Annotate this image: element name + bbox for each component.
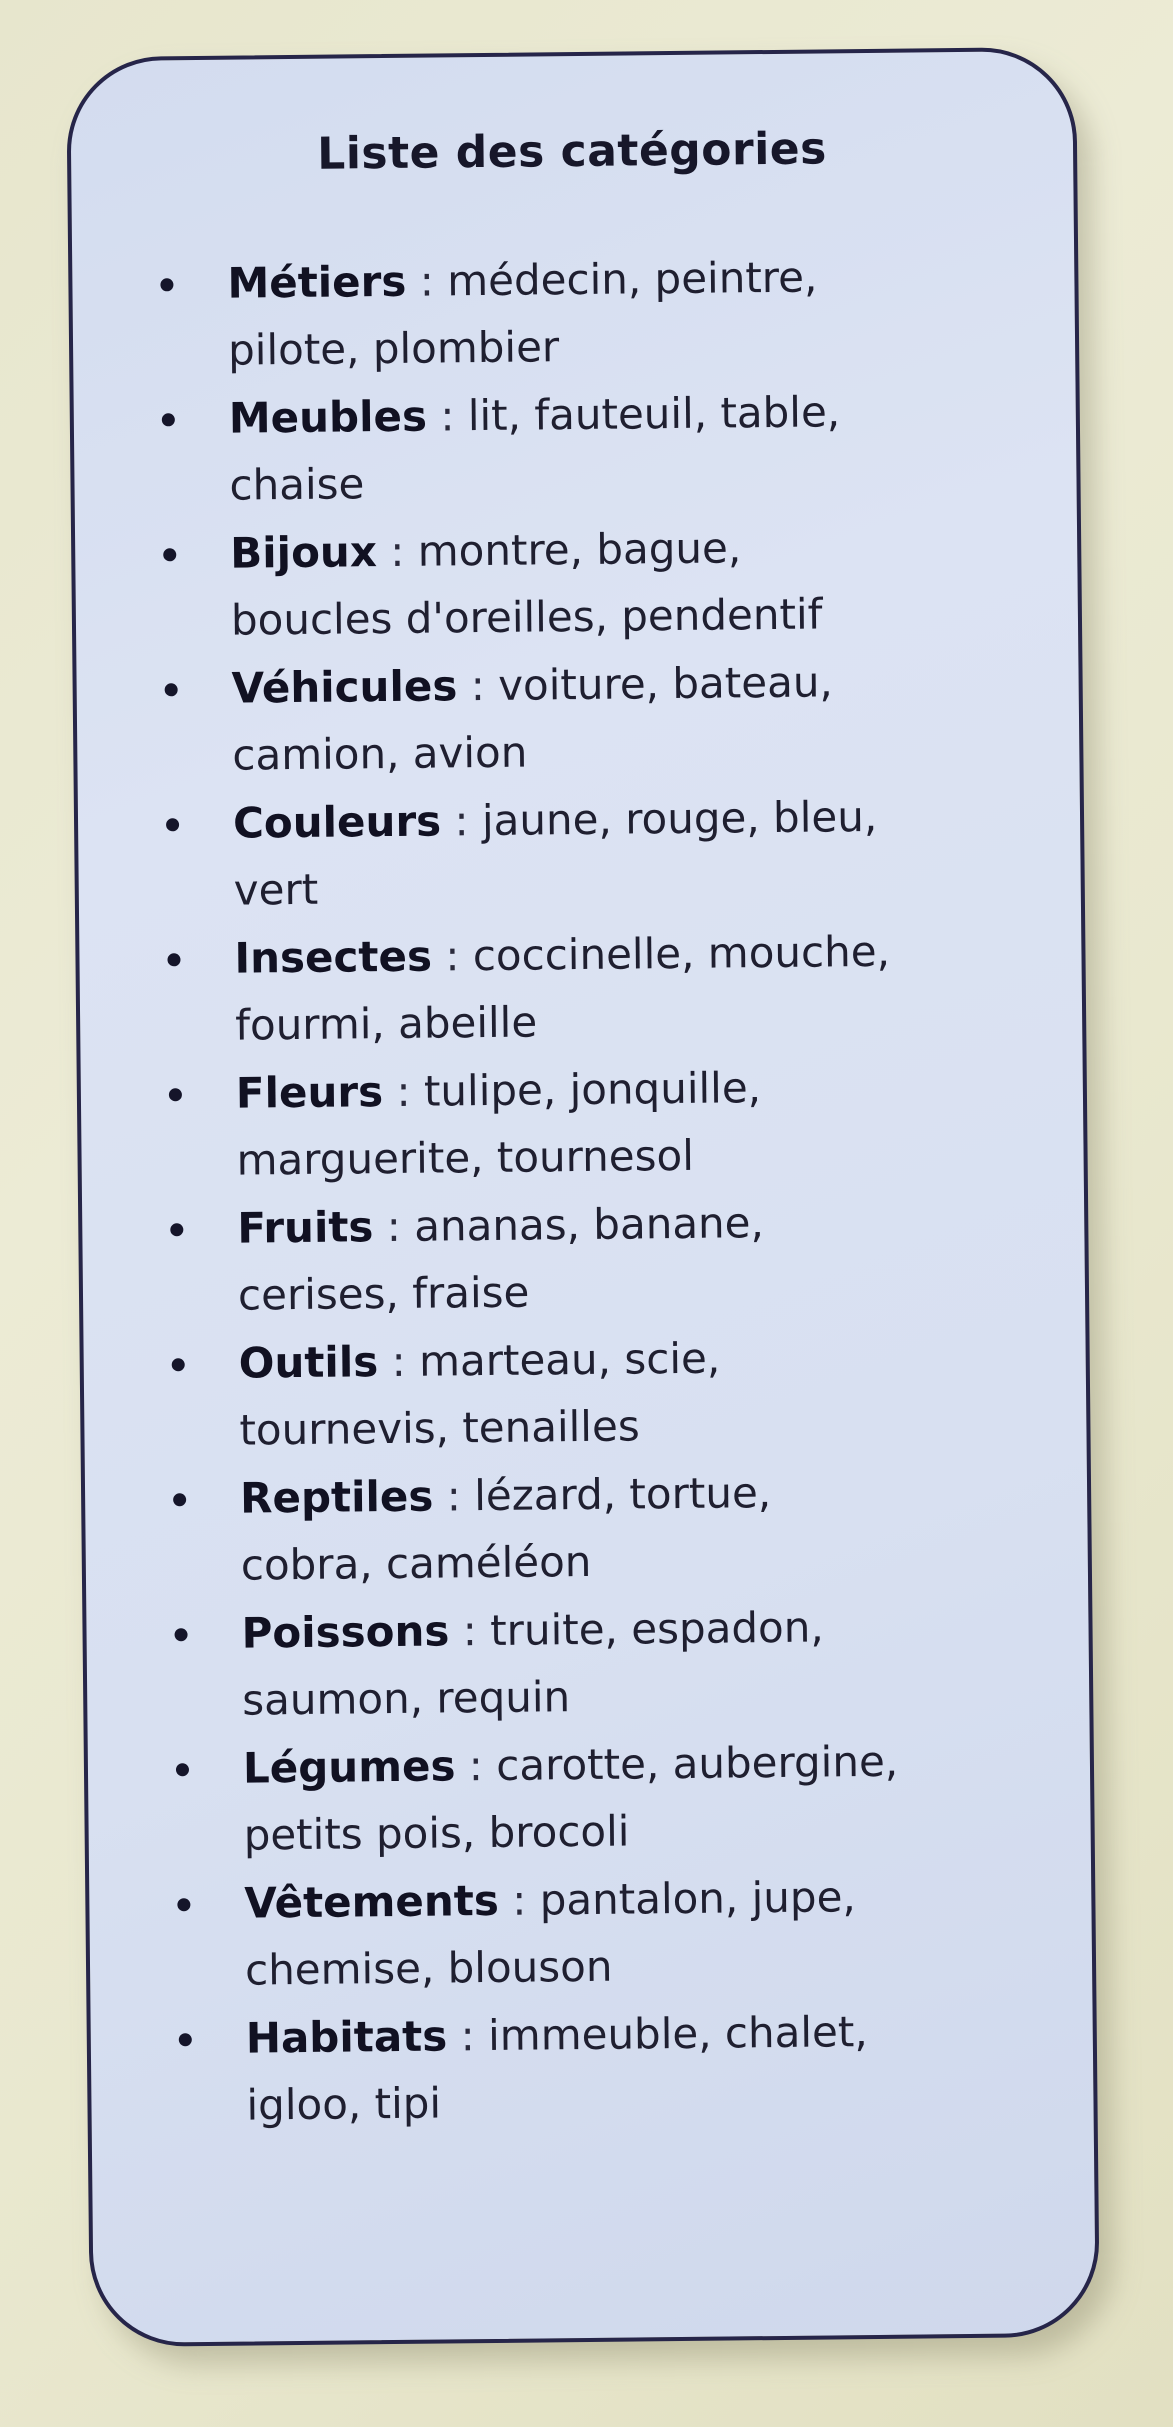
separator: : [433,1471,475,1521]
category-name: Vêtements [244,1875,500,1928]
separator: : [382,1066,425,1117]
category-name: Légumes [242,1741,456,1793]
examples-line-1: truite, espadon, [489,1602,824,1655]
list-item [146,1591,1047,1735]
separator: : [373,1201,415,1252]
category-name: Insectes [234,931,433,983]
examples-line-1: immeuble, chalet, [487,2007,868,2061]
category-name: Habitats [245,2011,448,2063]
separator: : [498,1875,540,1925]
examples-line-1: coccinelle, mouche, [472,926,891,981]
list-item [135,511,1036,655]
examples-line-2: marguerite, tournesol [236,1130,695,1185]
separator: : [455,1740,497,1791]
list-item [149,1861,1050,2005]
examples-line-1: lit, fauteuil, table, [467,387,841,441]
separator: : [426,391,469,441]
examples-line-1: voiture, bateau, [497,657,834,710]
separator: : [446,2011,489,2061]
examples-line-1: tulipe, jonquille, [423,1063,762,1116]
examples-line-1: marteau, scie, [418,1333,721,1386]
list-item [136,646,1037,790]
bookmark-card [66,47,1100,2347]
separator: : [377,1336,420,1387]
separator: : [440,796,483,846]
bullet-icon [165,683,178,696]
bullet-icon [170,1223,183,1236]
bullet-icon [172,1358,185,1371]
examples-line-2: fourmi, abeille [234,997,538,1050]
examples-line-1: jaune, rouge, bleu, [481,791,878,846]
list-item [138,781,1039,925]
examples-line-1: montre, bague, [417,523,742,576]
examples-line-1: ananas, banane, [413,1198,765,1251]
separator: : [449,1605,491,1656]
bullet-icon [174,1628,187,1641]
category-name: Meubles [228,391,428,443]
bullet-icon [166,818,179,831]
separator: : [406,256,448,306]
bullet-icon [176,1763,189,1776]
category-name: Métiers [227,256,407,308]
examples-line-2: tournevis, tenailles [239,1401,640,1455]
examples-line-2: igloo, tipi [246,2078,442,2130]
examples-line-2: camion, avion [232,727,528,780]
category-list [132,241,1052,2140]
examples-line-2: boucles d'oreilles, pendentif [230,589,823,645]
category-name: Outils [238,1337,379,1388]
bullet-icon [167,953,180,966]
bullet-icon [177,1898,190,1911]
category-name: Poissons [241,1606,450,1658]
category-name: Véhicules [231,661,458,713]
category-name: Couleurs [232,796,442,848]
examples-line-2: petits pois, brocoli [243,1806,630,1860]
examples-line-1: lézard, tortue, [473,1468,772,1521]
examples-line-2: cobra, caméléon [240,1536,592,1590]
separator: : [431,931,474,981]
bullet-icon [173,1493,186,1506]
examples-line-2: chaise [229,459,365,510]
list-item [132,241,1033,385]
category-name: Reptiles [239,1471,434,1523]
list-item [143,1321,1044,1465]
list-item [133,376,1034,520]
bullet-icon [163,548,176,561]
examples-line-1: carotte, aubergine, [496,1736,899,1790]
bullet-icon [179,2033,192,2046]
list-item [142,1186,1043,1330]
list-item [141,1051,1042,1195]
examples-line-2: chemise, blouson [244,1941,613,1995]
category-name: Bijoux [229,527,378,578]
examples-line-2: saumon, requin [241,1672,571,1725]
list-item [150,1996,1051,2140]
category-name: Fleurs [235,1067,384,1118]
examples-line-2: pilote, plombier [227,322,560,375]
examples-line-2: vert [233,864,319,915]
examples-line-1: pantalon, jupe, [539,1872,856,1925]
bullet-icon [160,278,173,291]
bullet-icon [162,413,175,426]
list-item [145,1456,1046,1600]
category-name: Fruits [237,1202,374,1253]
list-item [139,916,1040,1060]
list-item [148,1726,1049,1870]
separator: : [457,660,499,711]
examples-line-1: médecin, peintre, [446,252,818,306]
examples-line-2: cerises, fraise [237,1267,530,1320]
bookmark-title: Liste des catégories [317,123,828,180]
separator: : [376,526,419,577]
bullet-icon [169,1088,182,1101]
